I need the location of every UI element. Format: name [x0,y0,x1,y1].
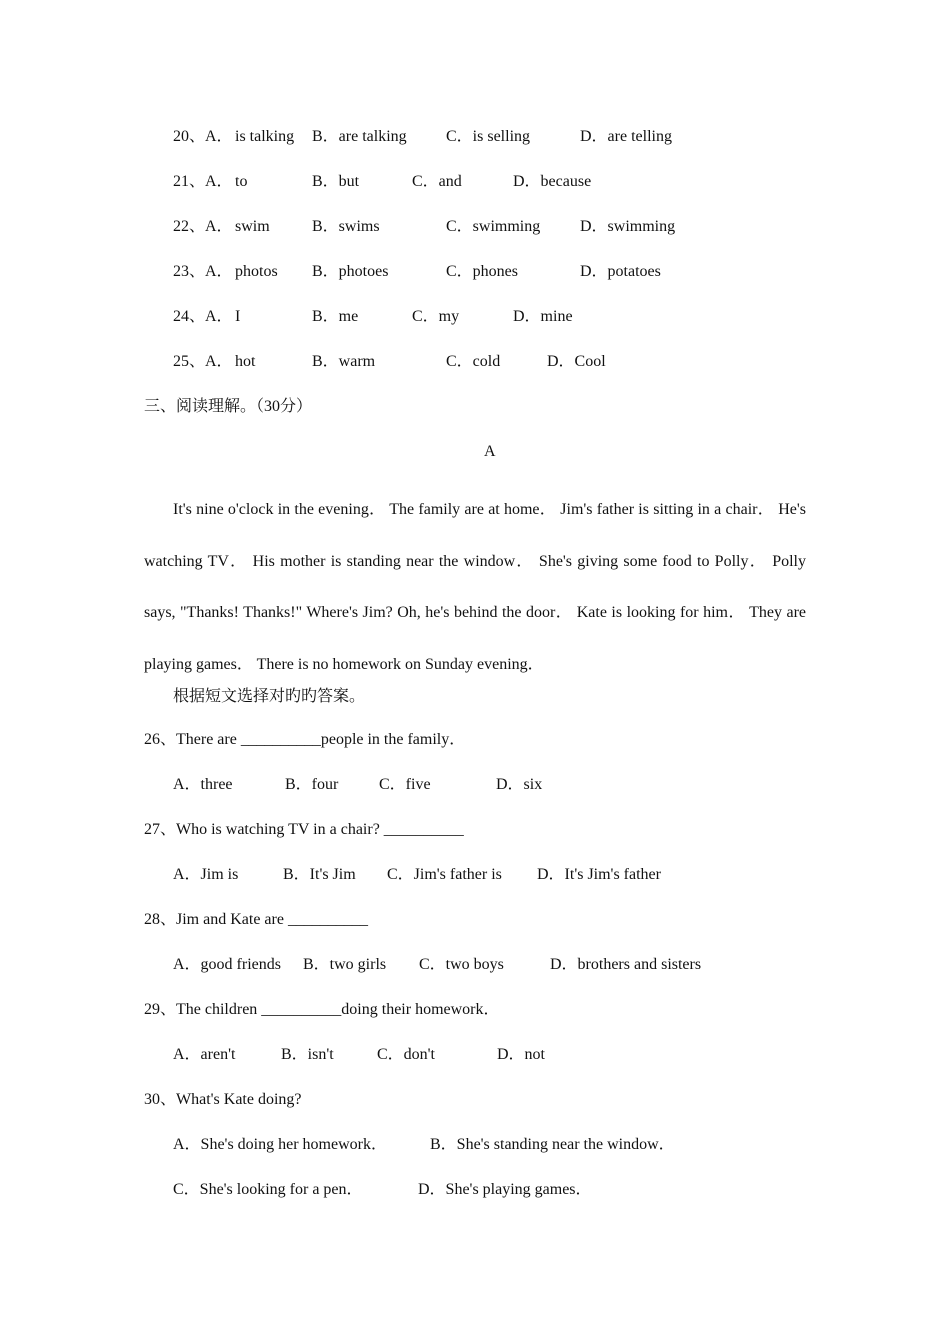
q27-option-a: A．Jim is [173,866,239,883]
q29-option-d: D．not [497,1046,546,1063]
q25-option-b: B．warm [312,353,376,370]
q25-option-c: C．cold [446,353,501,370]
q27-option-d: D．It's Jim's father [537,866,661,883]
q20-option-c: C．is selling [446,128,531,145]
q25-option-d: D．Cool [547,353,606,370]
q21-option-d: D．because [513,173,592,190]
q23-number: 23、A． [173,263,233,280]
q21-option-c: C．and [412,173,462,190]
q22-number: 22、A． [173,218,233,235]
q29-option-b: B．isn't [281,1046,334,1063]
q30-option-c: C．She's looking for a pen． [173,1181,363,1198]
q26-option-b: B．four [285,776,339,793]
q21-number: 21、A． [173,173,233,190]
q20-number: 20、A． [173,128,233,145]
q23-option-a: photos [235,263,278,280]
q24-option-b: B．me [312,308,359,325]
q30-option-a: A．She's doing her homework． [173,1136,387,1153]
q20-option-a: is talking [235,128,295,145]
q23-option-c: C．phones [446,263,519,280]
q23-option-b: B．photoes [312,263,389,280]
q29-option-a: A．aren't [173,1046,236,1063]
q22-option-d: D．swimming [580,218,676,235]
q28-stem: 28、Jim and Kate are __________ [144,911,368,928]
q28-option-a: A．good friends [173,956,281,973]
q26-option-d: D．six [496,776,543,793]
passage-label: A [484,443,496,460]
q26-option-c: C．five [379,776,431,793]
q20-option-b: B．are talking [312,128,407,145]
q29-option-c: C．don't [377,1046,436,1063]
instruction: 根据短文选择对旳旳答案。 [173,688,366,705]
q27-stem: 27、Who is watching TV in a chair? __________ [144,821,464,838]
q24-number: 24、A． [173,308,233,325]
q28-option-c: C．two boys [419,956,504,973]
q28-option-b: B．two girls [303,956,387,973]
q22-option-c: C．swimming [446,218,541,235]
q30-stem: 30、What's Kate doing? [144,1091,302,1108]
section-title: 三、阅读理解。（30分） [144,398,313,415]
q24-option-d: D．mine [513,308,573,325]
q26-stem: 26、There are __________people in the family． [144,731,466,748]
q21-option-a: to [235,173,248,190]
q22-option-a: swim [235,218,270,235]
q23-option-d: D．potatoes [580,263,661,280]
q25-option-a: hot [235,353,256,370]
q30-option-d: D．She's playing games． [418,1181,592,1198]
q30-option-b: B．She's standing near the window． [430,1136,675,1153]
q27-option-c: C．Jim's father is [387,866,502,883]
q24-option-a: I [235,308,241,325]
q27-option-b: B．It's Jim [283,866,356,883]
q25-number: 25、A． [173,353,233,370]
q28-option-d: D．brothers and sisters [550,956,702,973]
q24-option-c: C．my [412,308,460,325]
q26-option-a: A．three [173,776,233,793]
q29-stem: 29、The children __________doing their homework． [144,1001,500,1018]
q22-option-b: B．swims [312,218,380,235]
reading-passage: It's nine o'clock in the evening． The family are at home． Jim's father is sitting in a chair． He's watching TV． His mother is standing near the window． She's giving some food to Polly． Polly says, "Thanks! Thanks!" Where's Jim? Oh, he's behind the door． Kate is looking for him． They are playing games． There is no homework on Sunday evening． [144,501,806,674]
q20-option-d: D．are telling [580,128,672,145]
q21-option-b: B．but [312,173,360,190]
